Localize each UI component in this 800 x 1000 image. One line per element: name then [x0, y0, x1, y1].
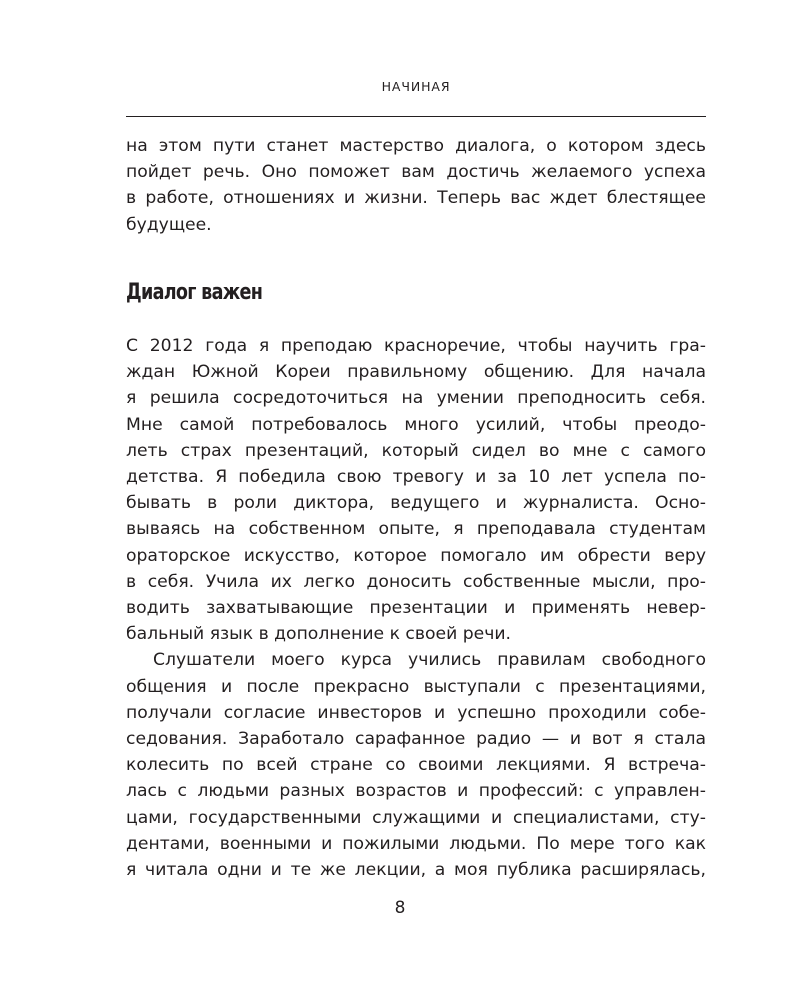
text-line: Слушатели моего курса учились правилам свободного [153, 650, 706, 671]
intro-paragraph [126, 133, 706, 238]
text-line: леть страх презентаций, который сидел во мне с самого [126, 440, 706, 461]
running-head: НАЧИНАЯ [381, 79, 451, 94]
paragraph-2 [126, 647, 706, 883]
text-line: дентами, военными и пожилыми людьми. По мере того как [126, 833, 706, 854]
text-line: седования. Заработало сарафанное радио — и вот я стала [126, 729, 706, 750]
text-line: бальный язык в дополнение к своей речи. [126, 624, 511, 645]
paragraph-1 [126, 333, 706, 647]
text-line: ждан Южной Кореи правильному общению. Для начала [126, 362, 706, 383]
text-line: колесить по всей стране со своими лекциями. Я встреча- [126, 755, 706, 776]
text-line: лась с людьми разных возрастов и профессий: с управлен- [126, 781, 706, 802]
text-line: будущее. [126, 214, 212, 235]
text-line: я читала одни и те же лекции, а моя публика расширялась, [126, 860, 706, 881]
section-heading: Диалог важен [126, 280, 263, 305]
header-rule [126, 116, 706, 117]
page-number: 8 [394, 898, 406, 918]
section-body [126, 333, 706, 883]
text-line: бывать в роли диктора, ведущего и журналиста. Осно- [126, 493, 706, 514]
text-line: в себя. Учила их легко доносить собственные мысли, про- [126, 571, 706, 592]
text-line: цами, государственными служащими и специалистами, сту- [126, 807, 706, 828]
text-line: в работе, отношениях и жизни. Теперь вас ждет блестящее [126, 188, 706, 209]
text-line: на этом пути станет мастерство диалога, о котором здесь [126, 136, 706, 156]
text-line: детства. Я победила свою тревогу и за 10 лет успела по- [126, 467, 706, 488]
text-line: я решила сосредоточиться на умении преподносить себя. [126, 388, 706, 409]
text-line: получали согласие инвесторов и успешно проходили собе- [126, 702, 706, 723]
text-line: ораторское искусство, которое помогало им обрести веру [126, 545, 706, 566]
text-line: общения и после прекрасно выступали с презентациями, [126, 676, 706, 697]
text-line: вываясь на собственном опыте, я преподавала студентам [126, 519, 706, 540]
text-line: пойдет речь. Оно поможет вам достичь желаемого успеха [126, 162, 706, 183]
text-line: С 2012 года я преподаю красноречие, чтобы научить гра- [126, 336, 706, 356]
text-line: водить захватывающие презентации и применять невер- [126, 598, 706, 619]
text-line: Мне самой потребовалось много усилий, чтобы преодо- [126, 414, 706, 435]
